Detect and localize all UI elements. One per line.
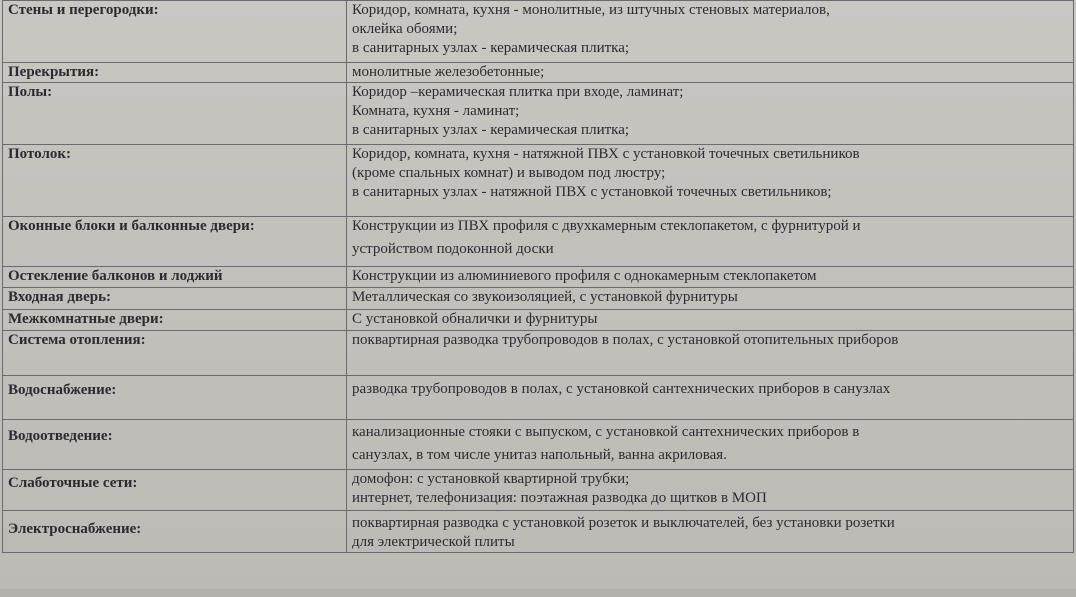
row-label: Водоснабжение: [3, 376, 347, 420]
table-row [3, 145, 1074, 217]
row-label: Потолок: [3, 145, 347, 217]
table-row [3, 470, 1074, 511]
row-value: канализационные стояки с выпуском, с установкой сантехнических приборов в санузлах, в том числе унитаз напольный, ванна акриловая. [347, 420, 1074, 470]
row-label: Система отопления: [3, 331, 347, 376]
row-value: Коридор, комната, кухня - натяжной ПВХ с установкой точечных светильников (кроме спальных комнат) и выводом под люстру; в санитарных узлах - натяжной ПВХ с установкой точечных светильников; [347, 145, 1074, 217]
row-value: домофон: с установкой квартирной трубки; интернет, телефонизация: поэтажная разводка до щитков в МОП [347, 470, 1074, 511]
row-value: С установкой обналички и фурнитуры [347, 310, 1074, 331]
row-value: поквартирная разводка с установкой розеток и выключателей, без установки розетки для электрической плиты [347, 511, 1074, 553]
row-label: Оконные блоки и балконные двери: [3, 217, 347, 267]
row-label: Электроснабжение: [3, 511, 347, 553]
table-row [3, 267, 1074, 288]
specification-table [2, 0, 1074, 553]
table-row [3, 83, 1074, 145]
row-value: Конструкции из алюминиевого профиля с однокамерным стеклопакетом [347, 267, 1074, 288]
row-label: Перекрытия: [3, 63, 347, 83]
page-bottom-shadow [0, 589, 1076, 597]
row-value: Коридор, комната, кухня - монолитные, из штучных стеновых материалов, оклейка обоями; в санитарных узлах - керамическая плитка; [347, 1, 1074, 63]
table-row [3, 331, 1074, 376]
row-value: Металлическая со звукоизоляцией, с установкой фурнитуры [347, 288, 1074, 310]
table-row [3, 310, 1074, 331]
row-label: Остекление балконов и лоджий [3, 267, 347, 288]
row-value: разводка трубопроводов в полах, с установкой сантехнических приборов в санузлах [347, 376, 1074, 420]
table-row [3, 511, 1074, 553]
table-row [3, 217, 1074, 267]
row-label: Входная дверь: [3, 288, 347, 310]
row-value: поквартирная разводка трубопроводов в полах, с установкой отопительных приборов [347, 331, 1074, 376]
table-row [3, 288, 1074, 310]
row-value: монолитные железобетонные; [347, 63, 1074, 83]
table-row [3, 63, 1074, 83]
row-value: Коридор –керамическая плитка при входе, ламинат; Комната, кухня - ламинат; в санитарных узлах - керамическая плитка; [347, 83, 1074, 145]
row-label: Полы: [3, 83, 347, 145]
table-row [3, 1, 1074, 63]
row-label: Слаботочные сети: [3, 470, 347, 511]
row-value: Конструкции из ПВХ профиля с двухкамерным стеклопакетом, с фурнитурой и устройством подоконной доски [347, 217, 1074, 267]
row-label: Водоотведение: [3, 420, 347, 470]
table-row [3, 420, 1074, 470]
row-label: Стены и перегородки: [3, 1, 347, 63]
table-row [3, 376, 1074, 420]
row-label: Межкомнатные двери: [3, 310, 347, 331]
